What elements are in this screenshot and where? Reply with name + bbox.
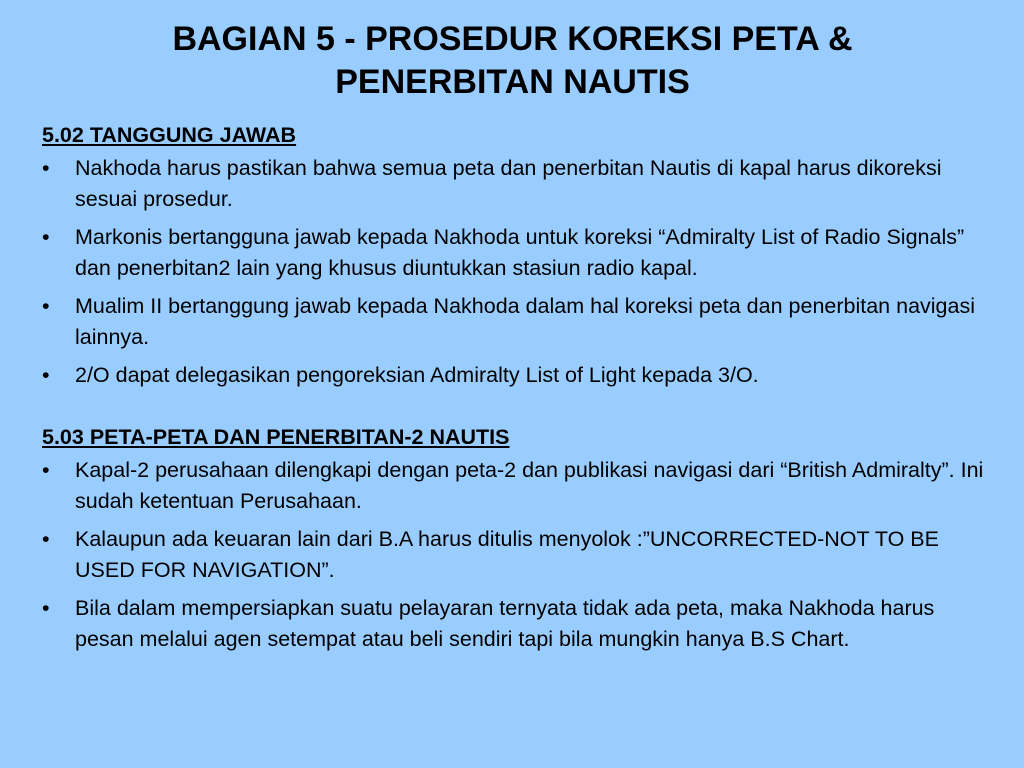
list-item-text: Kalaupun ada keuaran lain dari B.A harus ditulis menyolok :”UNCORRECTED-NOT TO BE USED FOR NAVIGATION”. <box>75 526 939 582</box>
list-item <box>42 455 997 518</box>
list-item-text: Mualim II bertanggung jawab kepada Nakhoda dalam hal koreksi peta dan penerbitan navigasi lainnya. <box>75 293 975 349</box>
list-item <box>42 524 997 587</box>
slide-title-line-1: BAGIAN 5 - PROSEDUR KOREKSI PETA & <box>172 20 853 58</box>
bullet-marker: • <box>42 457 50 482</box>
slide-content <box>42 120 997 662</box>
bullet-marker: • <box>42 595 50 620</box>
list-item-text: Nakhoda harus pastikan bahwa semua peta dan penerbitan Nautis di kapal harus dikoreksi sesuai prosedur. <box>75 155 942 211</box>
list-item-text: Bila dalam mempersiapkan suatu pelayaran ternyata tidak ada peta, maka Nakhoda harus pesan melalui agen setempat atau beli sendiri tapi bila mungkin hanya B.S Chart. <box>75 595 935 651</box>
list-item <box>42 593 997 656</box>
bullet-list-tanggung-jawab <box>42 153 997 392</box>
slide-title-line-2: PENERBITAN NAUTIS <box>335 63 690 101</box>
bullet-list-peta-peta <box>42 455 997 656</box>
section-heading-tanggung-jawab: 5.02 TANGGUNG JAWAB <box>42 123 297 147</box>
bullet-marker: • <box>42 362 50 387</box>
list-item <box>42 291 997 354</box>
list-item-text: 2/O dapat delegasikan pengoreksian Admiralty List of Light kepada 3/O. <box>75 362 759 387</box>
list-item-text: Kapal-2 perusahaan dilengkapi dengan peta-2 dan publikasi navigasi dari “British Admiralty”. Ini sudah ketentuan Perusahaan. <box>75 457 984 513</box>
bullet-marker: • <box>42 224 50 249</box>
list-item <box>42 153 997 216</box>
bullet-marker: • <box>42 526 50 551</box>
bullet-marker: • <box>42 155 50 180</box>
bullet-marker: • <box>42 293 50 318</box>
section-heading-peta-peta: 5.03 PETA-PETA DAN PENERBITAN-2 NAUTIS <box>42 425 510 449</box>
slide-title <box>60 18 965 104</box>
list-item-text: Markonis bertangguna jawab kepada Nakhoda untuk koreksi “Admiralty List of Radio Signals” dan penerbitan2 lain yang khusus diuntukkan stasiun radio kapal. <box>75 224 965 280</box>
list-item <box>42 222 997 285</box>
list-item <box>42 360 997 392</box>
